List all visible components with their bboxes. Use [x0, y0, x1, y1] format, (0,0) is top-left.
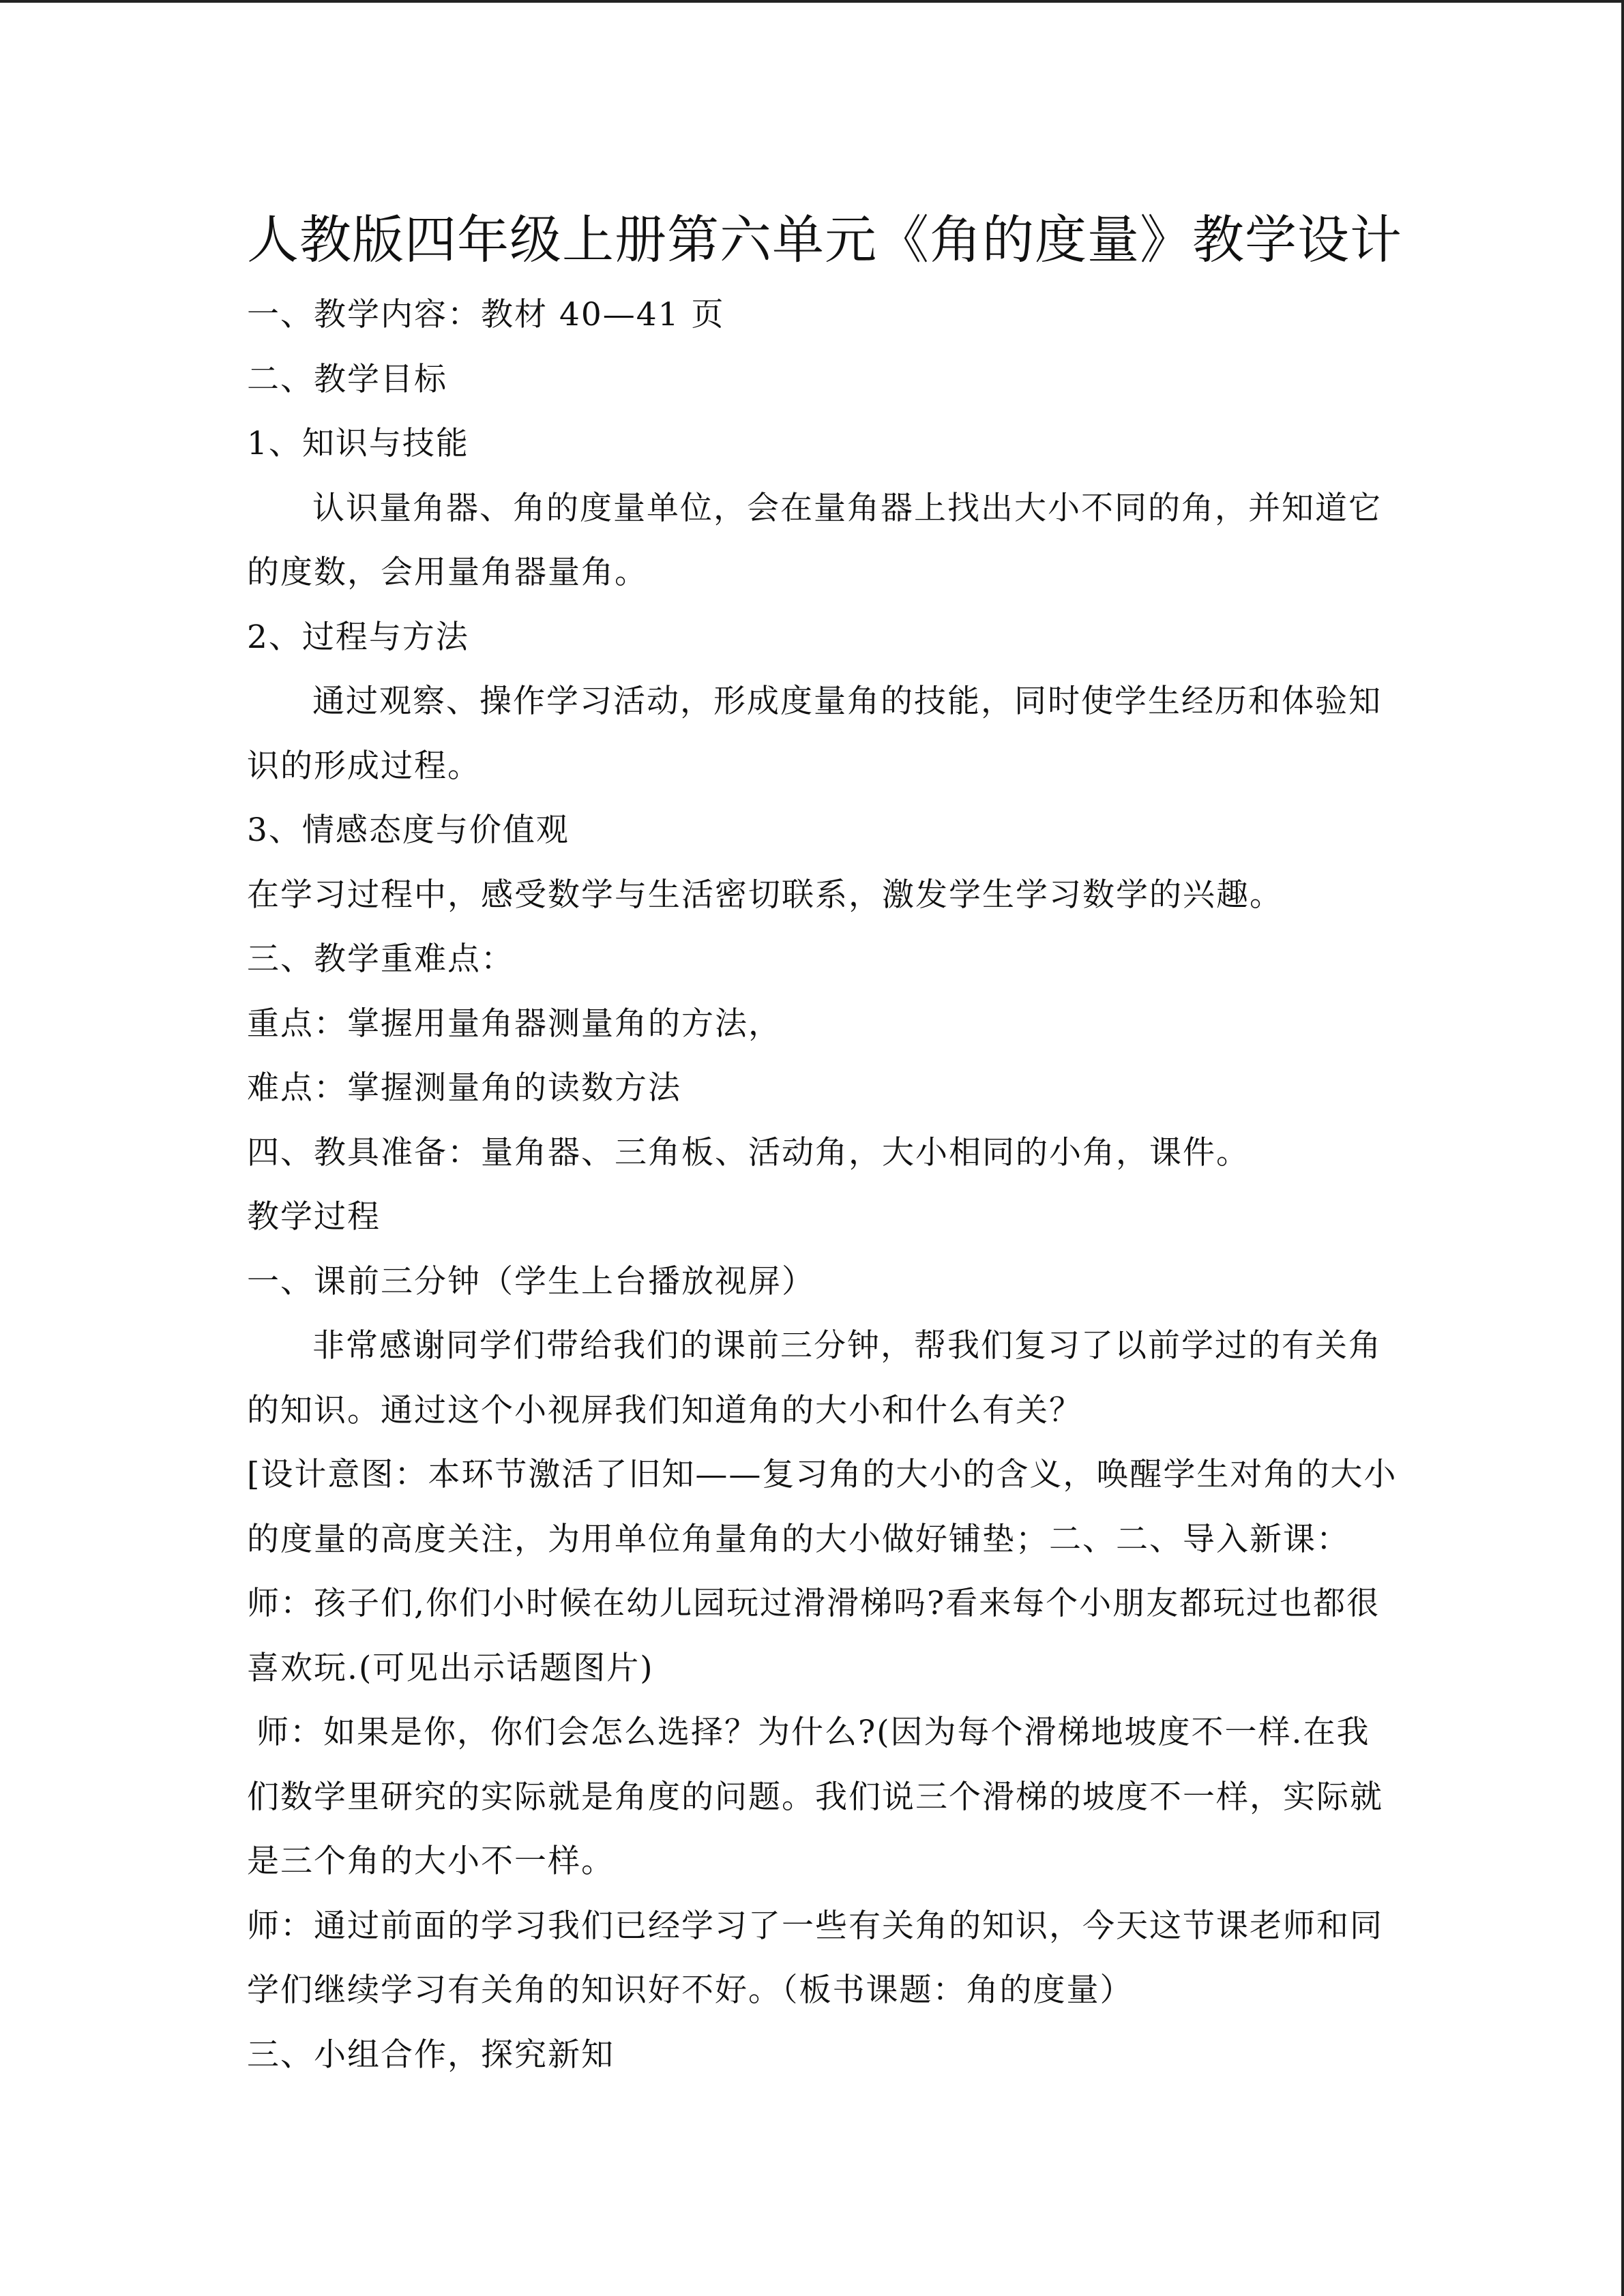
- paragraph-line: 识的形成过程。: [247, 747, 481, 785]
- teacher-dialogue-line: 师：通过前面的学习我们已经学习了一些有关角的知识，今天这节课老师和同: [247, 1907, 1383, 1945]
- paragraph-line: 的知识。通过这个小视屏我们知道角的大小和什么有关？: [247, 1391, 1082, 1429]
- paragraph-line: 通过观察、操作学习活动，形成度量角的技能，同时使学生经历和体验知: [312, 683, 1382, 720]
- heading-teaching-process: 教学过程: [247, 1198, 381, 1236]
- teacher-dialogue-line: 师：孩子们,你们小时候在幼儿园玩过滑滑梯吗?看来每个小朋友都玩过也都很: [247, 1585, 1381, 1622]
- design-intent-line: 的度量的高度关注，为用单位角量角的大小做好铺垫；二、二、导入新课：: [247, 1520, 1350, 1558]
- section-key-difficult-points: 三、教学重难点：: [247, 940, 514, 978]
- section-teaching-content: 一、教学内容：教材 40—41 页: [247, 296, 725, 333]
- page-border-top: [0, 0, 1624, 3]
- key-point-line: 重点：掌握用量角器测量角的方法，: [247, 1004, 782, 1043]
- design-intent-line: [设计意图：本环节激活了旧知——复习角的大小的含义，唤醒学生对角的大小: [247, 1456, 1398, 1493]
- paragraph-line: 非常感谢同学们带给我们的课前三分钟，帮我们复习了以前学过的有关角: [312, 1327, 1382, 1365]
- section-teaching-aids: 四、教具准备：量角器、三角板、活动角，大小相同的小角，课件。: [247, 1133, 1250, 1172]
- paragraph-line: 学们继续学习有关角的知识好不好。（板书课题：角的度量）: [247, 1971, 1134, 2009]
- section-teaching-goals: 二、教学目标: [247, 360, 447, 398]
- teacher-dialogue-line: 师：如果是你，你们会怎么选择？为什么?(因为每个滑梯地坡度不一样.在我: [256, 1714, 1370, 1751]
- paragraph-line: 是三个角的大小不一样。: [247, 1843, 615, 1880]
- difficult-point-line: 难点：掌握测量角的读数方法: [247, 1069, 681, 1107]
- subsection-attitude-values: 3、情感态度与价值观: [247, 811, 570, 849]
- document-title: 人教版四年级上册第六单元《角的度量》教学设计: [247, 209, 1402, 270]
- page-border-right: [1621, 0, 1624, 2296]
- paragraph-line: 认识量角器、角的度量单位，会在量角器上找出大小不同的角，并知道它: [312, 489, 1382, 527]
- subsection-process-method: 2、过程与方法: [247, 618, 469, 656]
- subsection-knowledge-skills: 1、知识与技能: [247, 425, 469, 462]
- paragraph-line: 的度数，会用量角器量角。: [247, 554, 648, 591]
- step-pre-class: 一、课前三分钟（学生上台播放视屏）: [247, 1262, 815, 1300]
- paragraph-line: 喜欢玩.(可见出示话题图片): [247, 1649, 654, 1687]
- step-group-cooperation: 三、小组合作，探究新知: [247, 2036, 615, 2074]
- paragraph-line: 在学习过程中，感受数学与生活密切联系，激发学生学习数学的兴趣。: [247, 876, 1283, 914]
- paragraph-line: 们数学里研究的实际就是角度的问题。我们说三个滑梯的坡度不一样，实际就: [247, 1778, 1383, 1816]
- document-body: [247, 283, 1398, 2087]
